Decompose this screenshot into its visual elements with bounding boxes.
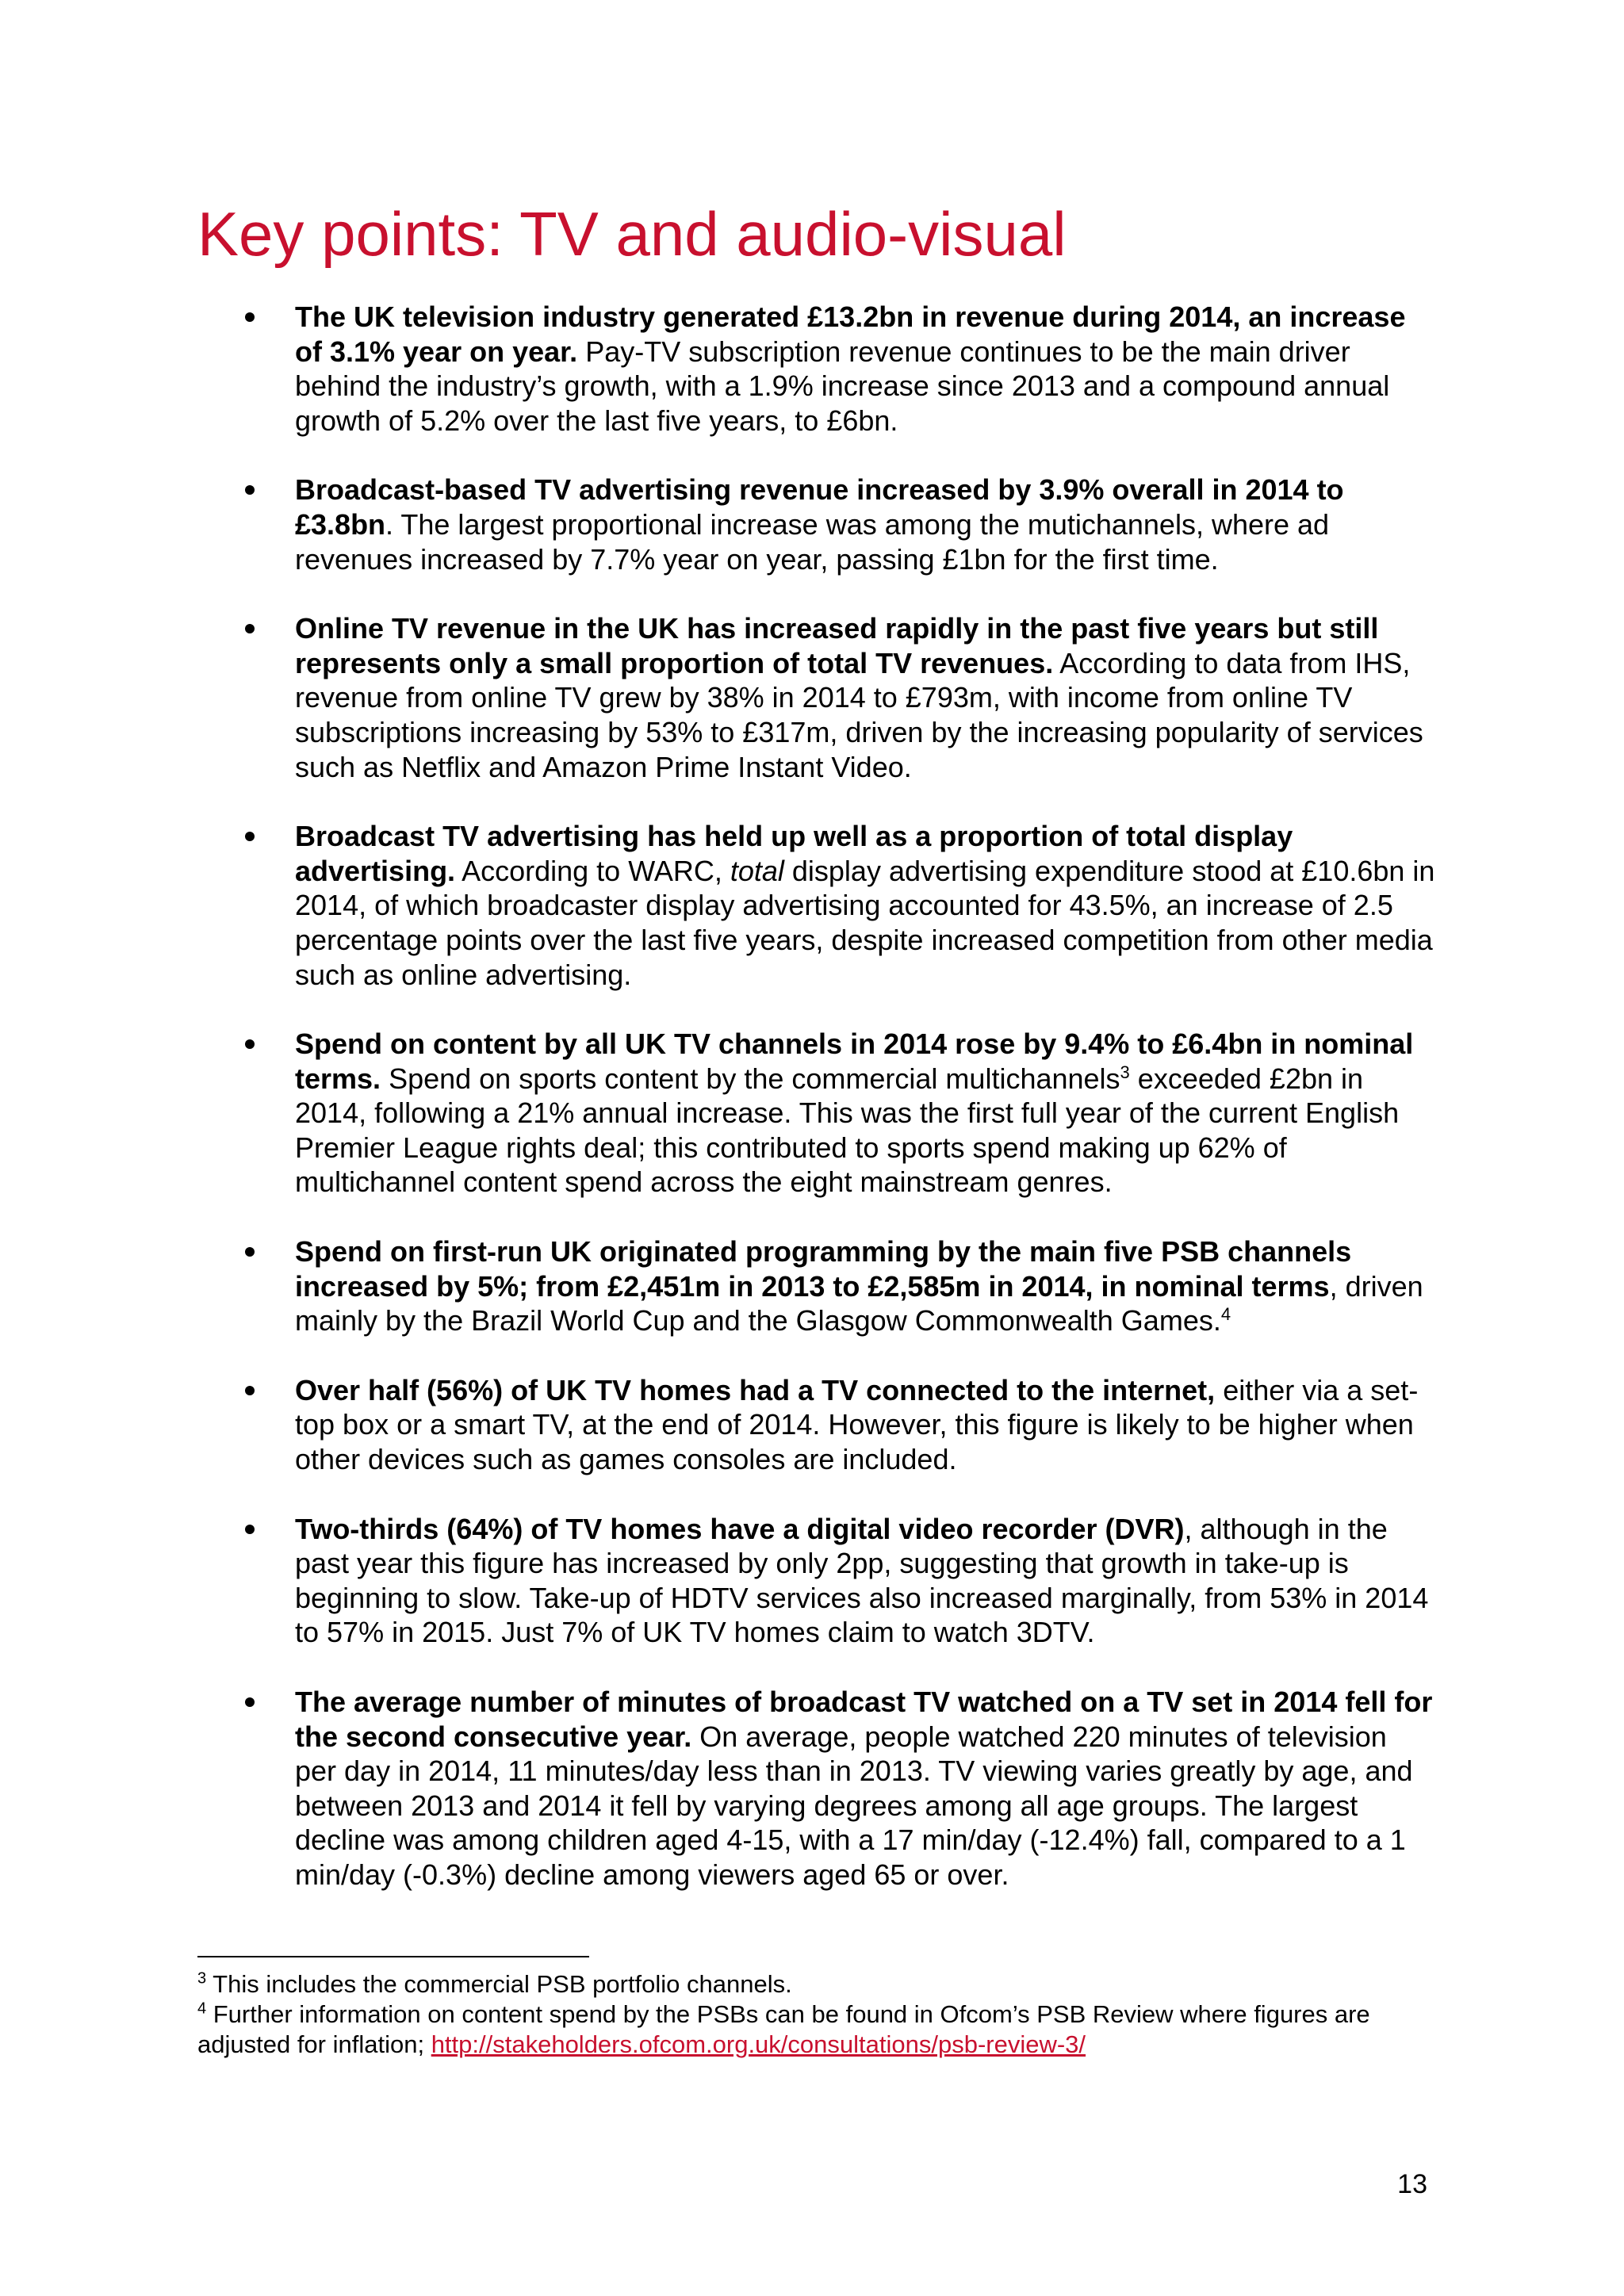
list-item [198,473,1435,576]
list-item [198,1512,1435,1650]
key-point-emphasis: total [730,854,784,887]
bullet-icon [245,485,255,495]
list-item [198,1027,1435,1200]
list-item [198,819,1435,992]
footnote-text: Further information on content spend by the PSBs can be found in Ofcom’s PSB Review where figures are adjusted for inflation; [197,2000,1370,2058]
page-title: Key points: TV and audio-visual [197,199,1067,269]
footnote-number: 3 [197,1969,207,1988]
list-item [198,300,1435,438]
footnote-reference[interactable]: 3 [1120,1062,1130,1082]
footnote-text: This includes the commercial PSB portfolio channels. [206,1970,792,1998]
footnote-divider [197,1956,589,1957]
bullet-icon [245,1525,255,1534]
key-point-body-post: exceeded £2bn in 2014, following a 21% annual increase. This was the first full year of the current English Premier League rights deal; this contributed to sports spend making up 62% of multichannel content spend across the eight mainstream genres. [295,1062,1400,1199]
key-point-headline: Two-thirds (64%) of TV homes have a digital video recorder (DVR) [295,1512,1185,1545]
key-point-headline: The average number of minutes of broadcast TV watched on a TV set in 2014 fell for the second consecutive year. [295,1686,1433,1753]
page-number: 13 [1397,2169,1427,2199]
footnote-number: 4 [197,1999,207,2018]
key-point-body: display advertising expenditure stood at £10.6bn in 2014, of which broadcaster display advertising accounted for 43.5%, an increase of 2.5 percentage points over the last five years, despite increased competition from other media such as online advertising. [295,854,1435,991]
key-point-headline: The UK television industry generated £13.2bn in revenue during 2014, an increase of 3.1% year on year. [295,300,1406,368]
footnote [197,1999,1434,2060]
footnotes [197,1969,1434,2060]
key-point-headline: Broadcast TV advertising has held up well as a proportion of total display advertising. [295,820,1293,887]
bullet-icon [245,624,255,633]
key-point-body: On average, people watched 220 minutes of television per day in 2014, 11 minutes/day less than in 2013. TV viewing varies greatly by age, and between 2013 and 2014 it fell by varying degrees among all age groups. The largest decline was among children aged 4-15, with a 17 min/day (-12.4%) fall, compared to a 1 min/day (-0.3%) decline among viewers aged 65 or over. [295,1720,1413,1891]
list-item [198,611,1435,784]
key-point-body-pre: According to WARC, [455,854,730,887]
bullet-icon [245,312,255,322]
key-point-body: Pay-TV subscription revenue continues to be the main driver behind the industry’s growth, with a 1.9% increase since 2013 and a compound annual growth of 5.2% over the last five years, to £6bn. [295,335,1390,437]
bullet-icon [245,832,255,841]
key-point-headline: Spend on first-run UK originated programming by the main five PSB channels increased by 5%; from £2,451m in 2013 to £2,585m in 2014, in nominal terms [295,1235,1352,1303]
list-item [198,1373,1435,1477]
bullet-icon [245,1039,255,1049]
key-point-headline: Spend on content by all UK TV channels in 2014 rose by 9.4% to £6.4bn in nominal terms. [295,1027,1414,1095]
key-point-body: either via a set-top box or a smart TV, at the end of 2014. However, this figure is likely to be higher when other devices such as games consoles are included. [295,1373,1419,1476]
psb-review-link[interactable]: http://stakeholders.ofcom.org.uk/consultations/psb-review-3/ [431,2030,1086,2058]
key-point-headline: Over half (56%) of UK TV homes had a TV connected to the internet, [295,1373,1216,1406]
bullet-icon [245,1697,255,1707]
key-point-body: According to data from IHS, revenue from online TV grew by 38% in 2014 to £793m, with income from online TV subscriptions increasing by 53% to £317m, driven by the increasing popularity of services such as Netflix and Amazon Prime Instant Video. [295,646,1423,783]
footnote [197,1969,1434,1999]
list-item [198,1685,1435,1892]
key-point-body: , although in the past year this figure has increased by only 2pp, suggesting that growth in take-up is beginning to slow. Take-up of HDTV services also increased marginally, from 53% in 2014 to 57% in 2015. Just 7% of UK TV homes claim to watch 3DTV. [295,1512,1429,1649]
key-point-headline: Broadcast-based TV advertising revenue increased by 3.9% overall in 2014 to £3.8bn [295,473,1344,541]
key-point-body: , driven mainly by the Brazil World Cup and the Glasgow Commonwealth Games. [295,1269,1423,1337]
footnote-reference[interactable]: 4 [1220,1304,1231,1325]
list-item [198,1234,1435,1338]
key-point-body: . The largest proportional increase was among the mutichannels, where ad revenues increased by 7.7% year on year, passing £1bn for the first time. [295,507,1330,576]
key-points-list [198,300,1435,1927]
bullet-icon [245,1386,255,1395]
key-point-body: Spend on sports content by the commercial multichannels [381,1062,1120,1095]
key-point-headline: Online TV revenue in the UK has increased rapidly in the past five years but still represents only a small proportion of total TV revenues. [295,612,1379,679]
bullet-icon [245,1247,255,1257]
